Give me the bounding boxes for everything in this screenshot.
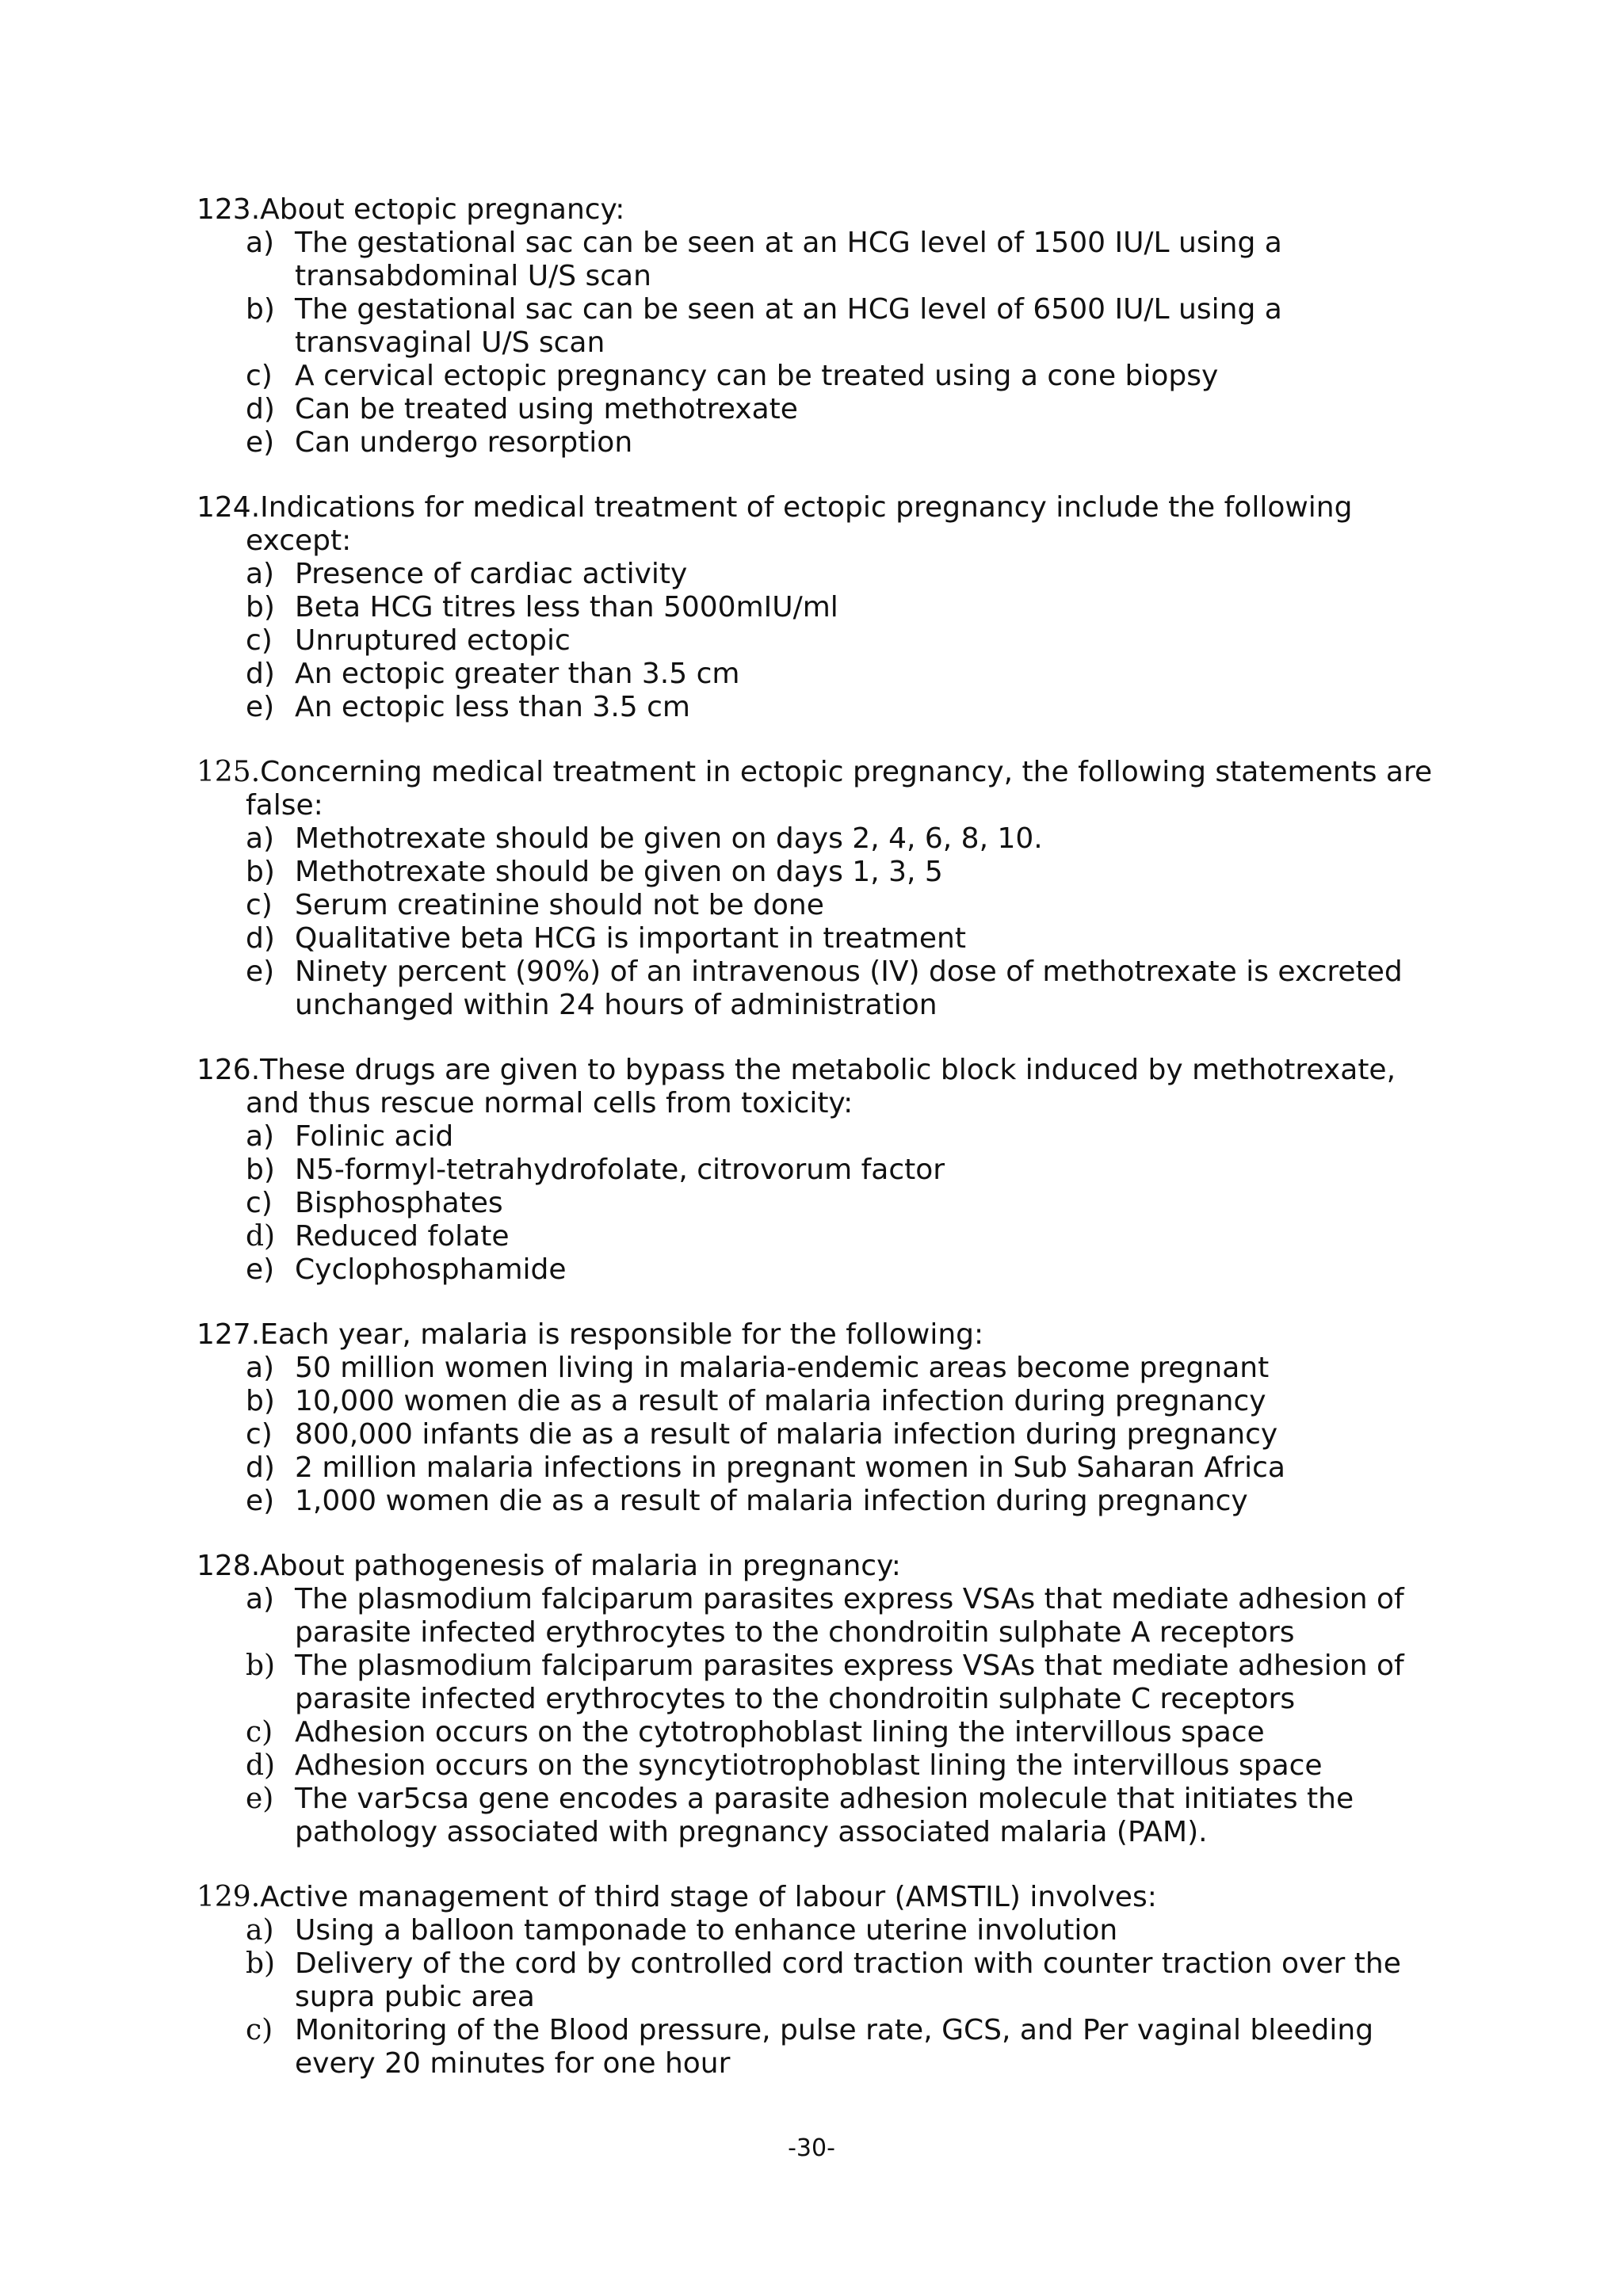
option-d bbox=[197, 1451, 1449, 1485]
option-text: Using a balloon tamponade to enhance uterine involution bbox=[295, 1914, 1118, 1947]
option-text: An ectopic greater than 3.5 cm bbox=[295, 658, 740, 690]
option-letter: c) bbox=[246, 1187, 273, 1219]
option-d bbox=[197, 393, 1449, 426]
question-124 bbox=[197, 491, 1449, 724]
option-text: The gestational sac can be seen at an HCG level of 1500 IU/L using a transabdominal U/S scan bbox=[295, 227, 1282, 292]
option-letter: c) bbox=[246, 889, 273, 921]
option-text: Adhesion occurs on the cytotrophoblast lining the intervillous space bbox=[295, 1716, 1265, 1749]
question-list bbox=[197, 193, 1449, 2112]
option-letter: e) bbox=[246, 1485, 275, 1517]
option-text: Beta HCG titres less than 5000mIU/ml bbox=[295, 591, 838, 624]
option-b bbox=[197, 591, 1449, 624]
option-text: Methotrexate should be given on days 2, 4, 6, 8, 10. bbox=[295, 822, 1043, 855]
option-letter: e) bbox=[246, 1253, 275, 1286]
option-letter: e) bbox=[246, 691, 275, 723]
question-stem bbox=[197, 193, 1449, 227]
option-letter: a) bbox=[246, 1352, 275, 1384]
option-d bbox=[197, 922, 1449, 955]
option-letter: d) bbox=[246, 1749, 276, 1782]
option-c bbox=[197, 624, 1449, 658]
option-letter: c) bbox=[246, 2014, 273, 2046]
option-letter: c) bbox=[246, 360, 273, 392]
option-a bbox=[197, 822, 1449, 856]
question-number: 125. bbox=[197, 756, 261, 788]
question-text: Each year, malaria is responsible for the following: bbox=[260, 1318, 984, 1351]
question-text: These drugs are given to bypass the metabolic block induced by methotrexate, and thus rescue normal cells from toxicity: bbox=[246, 1054, 1396, 1119]
option-text: Can undergo resorption bbox=[295, 426, 633, 459]
option-text: The var5csa gene encodes a parasite adhesion molecule that initiates the pathology associated with pregnancy associated malaria (PAM). bbox=[295, 1783, 1354, 1848]
question-128 bbox=[197, 1550, 1449, 1849]
option-c bbox=[197, 360, 1449, 393]
question-125 bbox=[197, 756, 1449, 1022]
question-127 bbox=[197, 1318, 1449, 1518]
option-list bbox=[197, 822, 1449, 1022]
option-b bbox=[197, 856, 1449, 889]
option-letter: d) bbox=[246, 1220, 276, 1253]
page-number: -30- bbox=[788, 2134, 835, 2162]
question-text: About pathogenesis of malaria in pregnancy: bbox=[260, 1550, 901, 1582]
option-d bbox=[197, 1749, 1449, 1783]
option-letter: a) bbox=[246, 558, 275, 590]
option-letter: e) bbox=[246, 955, 275, 988]
option-text: An ectopic less than 3.5 cm bbox=[295, 691, 690, 723]
option-list bbox=[197, 1914, 1449, 2081]
option-letter: b) bbox=[246, 856, 275, 888]
option-letter: b) bbox=[246, 591, 275, 624]
question-text: Active management of third stage of labour (AMSTIL) involves: bbox=[260, 1881, 1157, 1913]
option-text: Serum creatinine should not be done bbox=[295, 889, 824, 921]
question-stem bbox=[197, 491, 1449, 558]
option-letter: c) bbox=[246, 1716, 273, 1749]
option-letter: a) bbox=[246, 1583, 275, 1615]
option-text: Folinic acid bbox=[295, 1120, 454, 1153]
option-text: Ninety percent (90%) of an intravenous (IV) dose of methotrexate is excreted unchanged within 24 hours of administration bbox=[295, 955, 1403, 1021]
option-text: Qualitative beta HCG is important in treatment bbox=[295, 922, 966, 955]
option-a bbox=[197, 1914, 1449, 1947]
option-letter: e) bbox=[246, 426, 275, 459]
option-letter: d) bbox=[246, 658, 275, 690]
option-text: 10,000 women die as a result of malaria infection during pregnancy bbox=[295, 1385, 1266, 1417]
option-list bbox=[197, 1583, 1449, 1849]
option-text: Reduced folate bbox=[295, 1220, 510, 1253]
option-a bbox=[197, 1583, 1449, 1650]
option-e bbox=[197, 1783, 1449, 1849]
option-text: Delivery of the cord by controlled cord traction with counter traction over the supra pubic area bbox=[295, 1947, 1401, 2013]
option-a bbox=[197, 1120, 1449, 1154]
option-letter: d) bbox=[246, 1451, 275, 1484]
option-text: Bisphosphates bbox=[295, 1187, 503, 1219]
option-b bbox=[197, 1385, 1449, 1418]
option-a bbox=[197, 1352, 1449, 1385]
question-text: Concerning medical treatment in ectopic pregnancy, the following statements are false: bbox=[246, 756, 1433, 822]
option-c bbox=[197, 1187, 1449, 1220]
option-text: Monitoring of the Blood pressure, pulse rate, GCS, and Per vaginal bleeding every 20 minutes for one hour bbox=[295, 2014, 1374, 2080]
option-e bbox=[197, 955, 1449, 1022]
question-123 bbox=[197, 193, 1449, 460]
option-letter: a) bbox=[246, 1120, 275, 1153]
option-text: Cyclophosphamide bbox=[295, 1253, 567, 1286]
option-d bbox=[197, 1220, 1449, 1253]
option-text: 2 million malaria infections in pregnant women in Sub Saharan Africa bbox=[295, 1451, 1285, 1484]
option-letter: c) bbox=[246, 624, 273, 657]
option-text: Methotrexate should be given on days 1, 3, 5 bbox=[295, 856, 943, 888]
option-text: The plasmodium falciparum parasites express VSAs that mediate adhesion of parasite infected erythrocytes to the chondroitin sulphate C receptors bbox=[295, 1650, 1404, 1715]
option-e bbox=[197, 1485, 1449, 1518]
option-b bbox=[197, 1650, 1449, 1716]
option-letter: d) bbox=[246, 393, 275, 425]
question-129 bbox=[197, 1881, 1449, 2081]
option-letter: b) bbox=[246, 1947, 276, 1980]
option-letter: b) bbox=[246, 1385, 275, 1417]
option-b bbox=[197, 1154, 1449, 1187]
question-stem bbox=[197, 1881, 1449, 1914]
option-list bbox=[197, 227, 1449, 460]
option-e bbox=[197, 426, 1449, 460]
option-letter: a) bbox=[246, 1914, 274, 1947]
option-letter: c) bbox=[246, 1418, 273, 1451]
option-a bbox=[197, 227, 1449, 293]
question-number: 124. bbox=[197, 491, 261, 524]
option-b bbox=[197, 1947, 1449, 2014]
option-text: 1,000 women die as a result of malaria infection during pregnancy bbox=[295, 1485, 1248, 1517]
option-list bbox=[197, 1352, 1449, 1518]
option-c bbox=[197, 1716, 1449, 1749]
question-number: 126. bbox=[197, 1054, 261, 1086]
option-letter: b) bbox=[246, 1650, 276, 1682]
option-letter: a) bbox=[246, 822, 275, 855]
option-text: Can be treated using methotrexate bbox=[295, 393, 798, 425]
option-e bbox=[197, 1253, 1449, 1287]
option-text: 800,000 infants die as a result of malaria infection during pregnancy bbox=[295, 1418, 1278, 1451]
question-number: 123. bbox=[197, 193, 261, 226]
option-text: Presence of cardiac activity bbox=[295, 558, 688, 590]
question-number: 127. bbox=[197, 1318, 261, 1351]
option-list bbox=[197, 558, 1449, 724]
option-letter: b) bbox=[246, 1154, 275, 1186]
option-d bbox=[197, 658, 1449, 691]
option-text: N5-formyl-tetrahydrofolate, citrovorum factor bbox=[295, 1154, 945, 1186]
option-text: Unruptured ectopic bbox=[295, 624, 571, 657]
option-text: The plasmodium falciparum parasites express VSAs that mediate adhesion of parasite infected erythrocytes to the chondroitin sulphate A receptors bbox=[295, 1583, 1404, 1649]
option-c bbox=[197, 889, 1449, 922]
option-c bbox=[197, 2014, 1449, 2081]
option-b bbox=[197, 293, 1449, 360]
option-letter: e) bbox=[246, 1783, 274, 1815]
question-stem bbox=[197, 756, 1449, 822]
option-list bbox=[197, 1120, 1449, 1287]
question-text: About ectopic pregnancy: bbox=[260, 193, 625, 226]
option-e bbox=[197, 691, 1449, 724]
question-number: 128. bbox=[197, 1550, 261, 1582]
question-number: 129. bbox=[197, 1881, 261, 1913]
question-126 bbox=[197, 1054, 1449, 1287]
option-text: A cervical ectopic pregnancy can be treated using a cone biopsy bbox=[295, 360, 1219, 392]
option-a bbox=[197, 558, 1449, 591]
option-c bbox=[197, 1418, 1449, 1451]
question-text: Indications for medical treatment of ectopic pregnancy include the following except: bbox=[246, 491, 1353, 557]
question-stem bbox=[197, 1318, 1449, 1352]
question-stem bbox=[197, 1550, 1449, 1583]
option-letter: b) bbox=[246, 293, 275, 326]
option-text: 50 million women living in malaria-endemic areas become pregnant bbox=[295, 1352, 1270, 1384]
option-text: Adhesion occurs on the syncytiotrophoblast lining the intervillous space bbox=[295, 1749, 1323, 1782]
option-letter: d) bbox=[246, 922, 275, 955]
question-stem bbox=[197, 1054, 1449, 1120]
option-letter: a) bbox=[246, 227, 275, 259]
option-text: The gestational sac can be seen at an HCG level of 6500 IU/L using a transvaginal U/S scan bbox=[295, 293, 1282, 359]
